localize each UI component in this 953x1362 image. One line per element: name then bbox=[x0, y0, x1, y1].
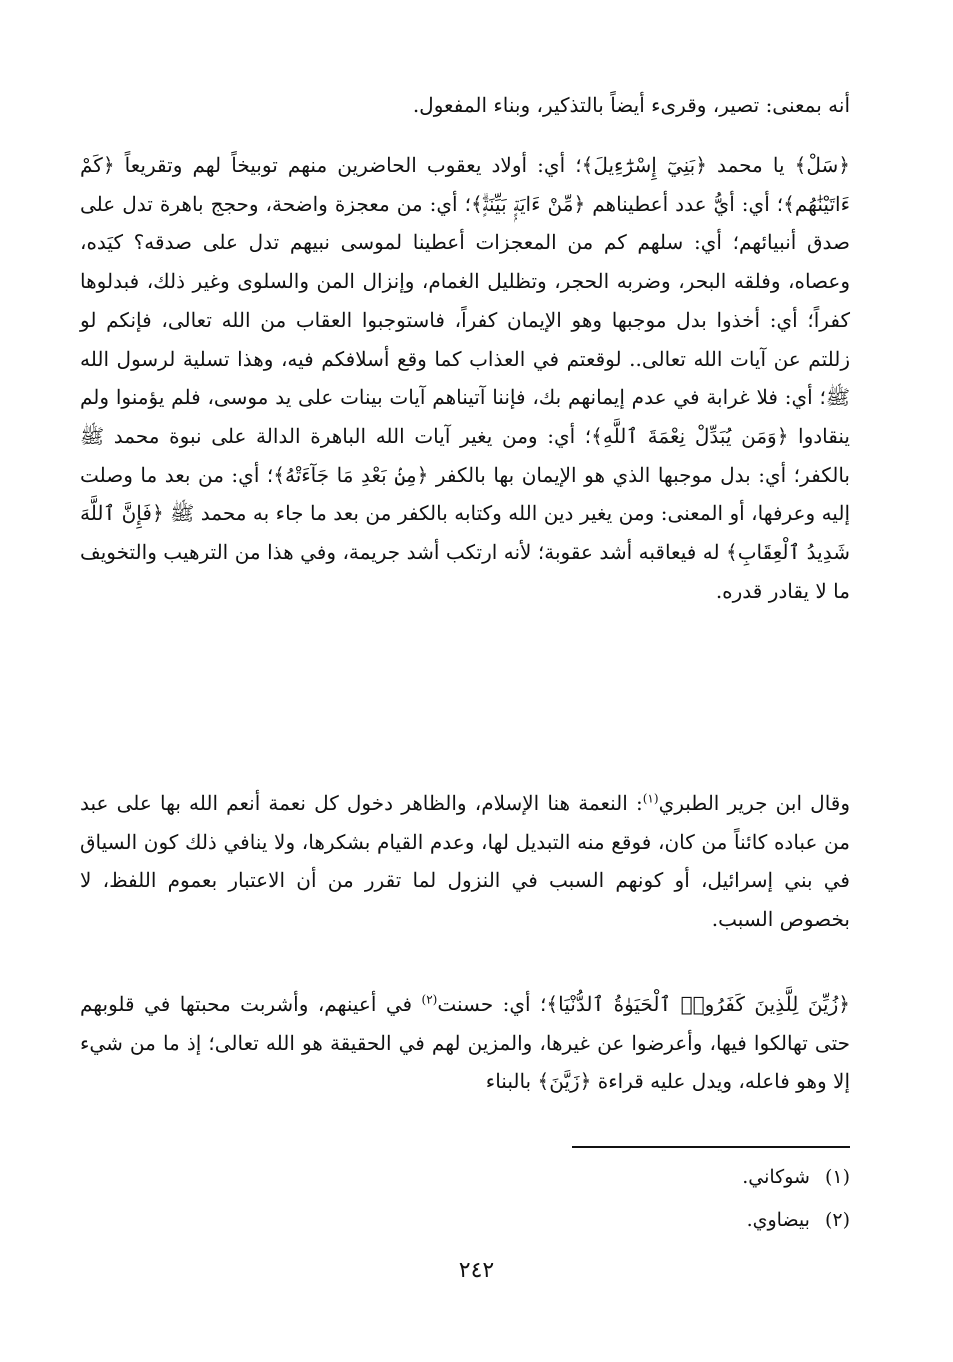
footnote-reference-2[interactable]: (٢) bbox=[421, 992, 438, 1007]
footnote-reference-1[interactable]: (١) bbox=[642, 791, 659, 806]
footnote-number: (٢) bbox=[824, 1209, 850, 1231]
paragraph-tabari-quote bbox=[80, 784, 850, 939]
footnote-text: شوكاني. bbox=[742, 1166, 810, 1188]
page-number: ٢٤٢ bbox=[458, 1258, 495, 1283]
paragraph-verse-adornment bbox=[80, 985, 850, 1101]
paragraph-continuation: أنه بمعنى: تصير، وقرىء أيضاً بالتذكير، وبناء المفعول. bbox=[412, 93, 850, 117]
paragraph-quran-commentary: ﴿سَلْ﴾ يا محمد ﴿بَنِيٓ إِسْرَٰٓءِيلَ﴾؛ أي: أولاد يعقوب الحاضرين منهم توبيخاً لهم وتقريعاً ﴿كَمْ ءَاتَيْنَٰهُم﴾؛ أي: أيُّ عدد أعطيناهم ﴿مِّنْ ءَايَةٍۭ بَيِّنَةٍۗ﴾؛ أي: من معجزة واضحة، وحجج باهرة تدل على صدق أنبيائهم؛ أي: سلهم كم من المعجزات أعطينا لموسى نبيهم تدل على صدقه؟ كيَده، وعصاه، وفلقه البحر، وضربه الحجر، وتظليل الغمام، وإنزال المن والسلوى وغير ذلك، فبدلوها كفراً؛ أي: أخذوا بدل موجبها وهو الإيمان كفراً، فاستوجبوا العقاب من الله تعالى، فإنكم لو زللتم عن آيات الله تعالى.. لوقعتم في العذاب كما وقع أسلافكم فيه، وهذا تسلية لرسول الله ﷺ؛ أي: فلا غرابة في عدم إيمانهم بك، فإننا آتيناهم آيات بينات على يد موسى، فلم يؤمنوا ولم ينقادوا ﴿وَمَن يُبَدِّلْ نِعْمَةَ ٱللَّهِ﴾؛ أي: ومن يغير آيات الله الباهرة الدالة على نبوة محمد ﷺ بالكفر؛ أي: بدل موجبها الذي هو الإيمان بها بالكفر ﴿مِنۢ بَعْدِ مَا جَآءَتْهُ﴾؛ أي: من بعد ما وصلت إليه وعرفها، أو المعنى: ومن يغير دين الله وكتابه بالكفر من بعد ما جاء به محمد ﷺ ﴿فَإِنَّ ٱللَّهَ شَدِيدُ ٱلْعِقَابِ﴾ له فيعاقبه أشد عقوبة؛ لأنه ارتكب أشد جريمة، وفي هذا من الترهيب والتخويف ما لا يقادر قدره. bbox=[80, 153, 851, 603]
paragraph-text: : النعمة هنا الإسلام، والظاهر دخول كل نعمة أنعم الله بها على عبد من عباده كائناً من كان، فوقع منه التبديل لها، وعدم القيام بشكرها، ولا ينافي ذلك كون السياق في بني إسرائيل، أو كونهم السبب في النزول لما تقرر من أن الاعتبار بعموم اللفظ، لا بخصوص السبب. bbox=[80, 791, 850, 932]
footnote-number: (١) bbox=[824, 1166, 850, 1188]
paragraph-text: ﴿زُيِّنَ لِلَّذِينَ كَفَرُوا۟ ٱلْحَيَوٰةُ ٱلدُّنْيَا﴾؛ أي: حسنت bbox=[437, 992, 850, 1016]
footnote-1 bbox=[742, 1164, 850, 1190]
paragraph-text: وقال ابن جرير الطبري bbox=[658, 791, 851, 815]
footnote-separator bbox=[572, 1146, 850, 1148]
footnote-2 bbox=[747, 1207, 850, 1233]
paragraph-text: في أعينهم، وأشربت محبتها في قلوبهم حتى تهالكوا فيها، وأعرضوا عن غيرها، والمزين لهم في الحقيقة هو الله تعالى؛ إذ ما من شيء إلا وهو فاعله، ويدل عليه قراءة ﴿زَيَّنَ﴾ بالبناء bbox=[80, 992, 850, 1094]
footnote-text: بيضاوي. bbox=[746, 1209, 810, 1231]
